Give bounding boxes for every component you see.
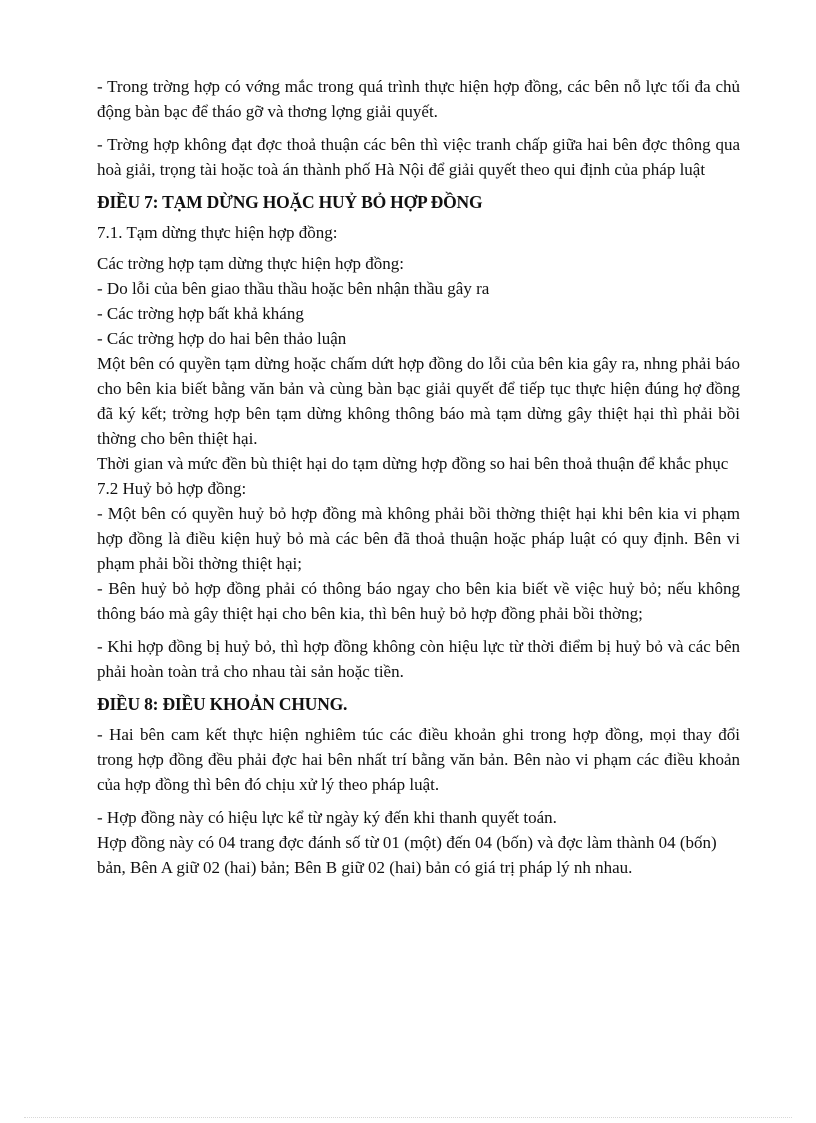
section-7-1-paragraph-2: Thời gian và mức đền bù thiệt hại do tạm dừng hợp đồng so hai bên thoả thuận để khắc phục bbox=[97, 454, 729, 473]
section-7-1-title: 7.1. Tạm dừng thực hiện hợp đồng: bbox=[97, 223, 338, 242]
section-7-2-paragraph-1: - Một bên có quyền huỷ bỏ hợp đồng mà không phải bồi thờng thiệt hại khi bên kia vi phạm hợp đồng là điều kiện huỷ bỏ mà các bên đã thoả thuận hoặc pháp luật có quy định. Bên vi phạm phải bồi thờng thiệt hại; bbox=[97, 504, 740, 573]
section-7-1-item-2: - Các trờng hợp bất khả kháng bbox=[97, 304, 304, 323]
clause6-paragraph-2: - Trờng hợp không đạt đợc thoả thuận các bên thì việc tranh chấp giữa hai bên đợc thông qua hoà giải, trọng tài hoặc toà án thành phố Hà Nội để giải quyết theo qui định của pháp luật bbox=[97, 135, 740, 179]
section-7-1-item-1: - Do lỗi của bên giao thầu thầu hoặc bên nhận thầu gây ra bbox=[97, 279, 490, 298]
section-7-1-item-3: - Các trờng hợp do hai bên thảo luận bbox=[97, 329, 347, 348]
article-8-paragraph-1: - Hai bên cam kết thực hiện nghiêm túc các điều khoản ghi trong hợp đồng, mọi thay đổi trong hợp đồng đều phải đợc hai bên nhất trí bằng văn bản. Bên nào vi phạm các điều khoản của hợp đồng thì bên đó chịu xử lý theo pháp luật. bbox=[97, 725, 740, 794]
document-body bbox=[97, 74, 740, 880]
clause6-paragraph-1: - Trong trờng hợp có vớng mắc trong quá trình thực hiện hợp đồng, các bên nỗ lực tối đa chủ động bàn bạc để tháo gỡ và thơng lợng giải quyết. bbox=[97, 77, 740, 121]
section-7-1-paragraph-1: Một bên có quyền tạm dừng hoặc chấm dứt hợp đồng do lỗi của bên kia gây ra, nhng phải báo cho bên kia biết bằng văn bản và cùng bàn bạc giải quyết để tiếp tục thực hiện đúng hợ đồng đã ký kết; trờng hợp bên tạm dừng không thông báo mà tạm dừng gây thiệt hại thì phải bồi thờng cho bên thiệt hại. bbox=[97, 354, 740, 448]
section-7-1-intro: Các trờng hợp tạm dừng thực hiện hợp đồng: bbox=[97, 254, 404, 273]
article-8-paragraph-3: Hợp đồng này có 04 trang đợc đánh số từ 01 (một) đến 04 (bốn) và đợc làm thành 04 (bốn) bản, Bên A giữ 02 (hai) bản; Bên B giữ 02 (hai) bản có giá trị pháp lý nh nhau. bbox=[97, 833, 717, 877]
article-8-paragraph-2: - Hợp đồng này có hiệu lực kể từ ngày ký đến khi thanh quyết toán. bbox=[97, 808, 557, 827]
article-7-heading: ĐIỀU 7: TẠM DỪNG HOẶC HUỶ BỎ HỢP ĐỒNG bbox=[97, 192, 483, 212]
section-7-2-paragraph-2: - Bên huỷ bỏ hợp đồng phải có thông báo ngay cho bên kia biết về việc huỷ bỏ; nếu không thông báo mà gây thiệt hại cho bên kia, thì bên huỷ bỏ hợp đồng phải bồi thờng; bbox=[97, 579, 740, 623]
section-7-2-paragraph-3: - Khi hợp đồng bị huỷ bỏ, thì hợp đồng không còn hiệu lực từ thời điểm bị huỷ bỏ và các bên phải hoàn toàn trả cho nhau tài sản hoặc tiền. bbox=[97, 637, 740, 681]
page-bottom-divider bbox=[24, 1117, 792, 1118]
article-8-heading: ĐIỀU 8: ĐIỀU KHOẢN CHUNG. bbox=[97, 694, 348, 714]
section-7-2-title: 7.2 Huỷ bỏ hợp đồng: bbox=[97, 479, 247, 498]
